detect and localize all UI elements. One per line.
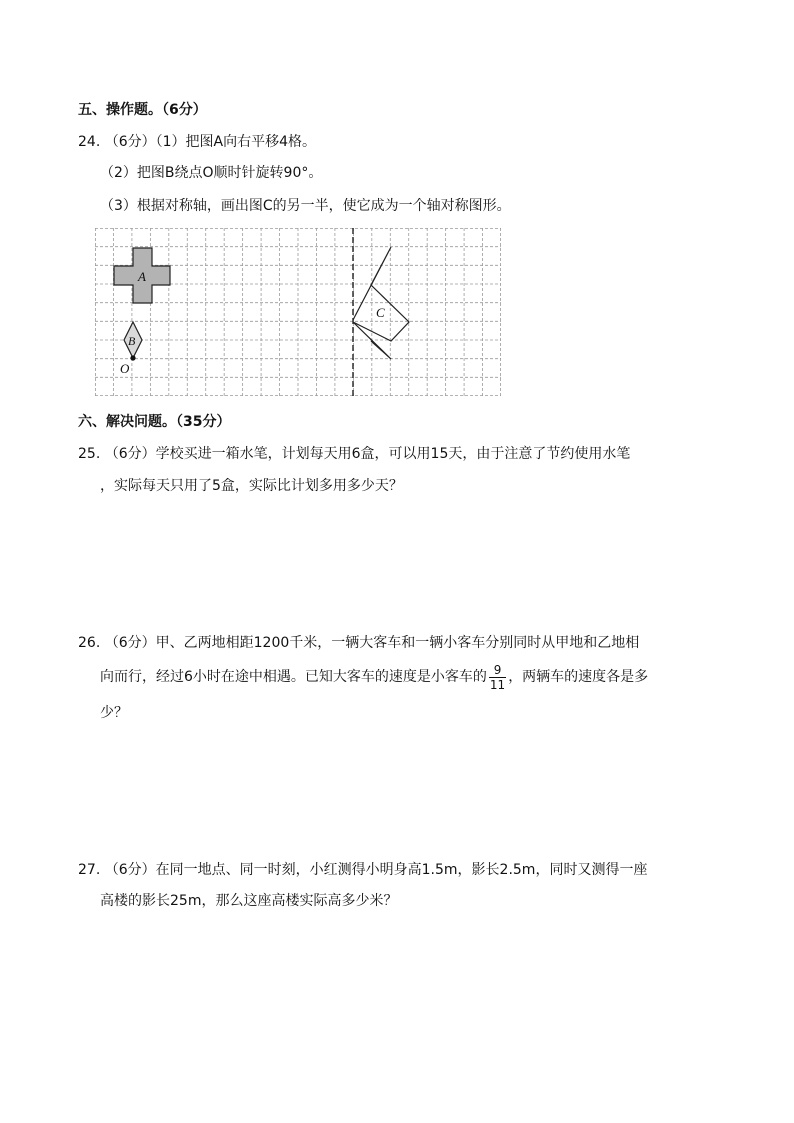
question-24-part-2: （2）把图B绕点O顺时针旋转90°。 <box>100 165 323 181</box>
fraction-denominator: 11 <box>489 677 506 692</box>
question-25-text-1: 学校买进一箱水笔，计划每天用6盒，可以用15天，由于注意了节约使用水笔 <box>155 446 631 462</box>
question-number: 24. <box>78 134 101 150</box>
question-score: （6分） <box>104 446 156 462</box>
question-26-text-2b: ，两辆车的速度各是多 <box>508 669 649 685</box>
grid-lines <box>95 228 501 396</box>
question-26-line-3: 少？ <box>100 705 128 721</box>
question-26-text-2a: 向而行，经过6小时在途中相遇。已知大客车的速度是小客车的 <box>100 669 487 685</box>
question-number: 25. <box>78 446 101 462</box>
section-5-heading: 五、操作题。（6分） <box>78 102 207 118</box>
question-score: （6分） <box>104 862 156 878</box>
question-27-line-2: 高楼的影长25m，那么这座高楼实际高多少米？ <box>100 893 398 909</box>
question-27-line-1 <box>78 860 647 880</box>
section-6-heading: 六、解决问题。（35分） <box>78 414 231 430</box>
question-score: （6分） <box>104 134 156 150</box>
label-c: C <box>376 305 385 320</box>
fraction-nine-elevenths <box>489 663 506 692</box>
question-25-line-1 <box>78 444 630 464</box>
question-24-part-1: （1）把图A向右平移4格。 <box>155 134 317 150</box>
question-26-line-2 <box>100 662 648 692</box>
question-score: （6分） <box>104 635 156 651</box>
grid-figure <box>95 228 501 396</box>
question-24-line-1 <box>78 132 316 152</box>
point-o <box>130 355 135 360</box>
question-number: 27. <box>78 862 101 878</box>
fraction-numerator: 9 <box>489 663 506 678</box>
question-25-line-2: ，实际每天只用了5盒，实际比计划多用多少天？ <box>100 478 403 494</box>
label-b: B <box>128 334 136 348</box>
question-26-text-1: 甲、乙两地相距1200千米，一辆大客车和一辆小客车分别同时从甲地和乙地相 <box>155 635 640 651</box>
question-27-text-1: 在同一地点、同一时刻，小红测得小明身高1.5m，影长2.5m，同时又测得一座 <box>155 862 648 878</box>
question-24-part-3: （3）根据对称轴，画出图C的另一半，使它成为一个轴对称图形。 <box>100 198 511 214</box>
label-a: A <box>138 269 146 284</box>
question-number: 26. <box>78 635 101 651</box>
label-o: O <box>120 361 130 376</box>
question-26-line-1 <box>78 633 639 653</box>
